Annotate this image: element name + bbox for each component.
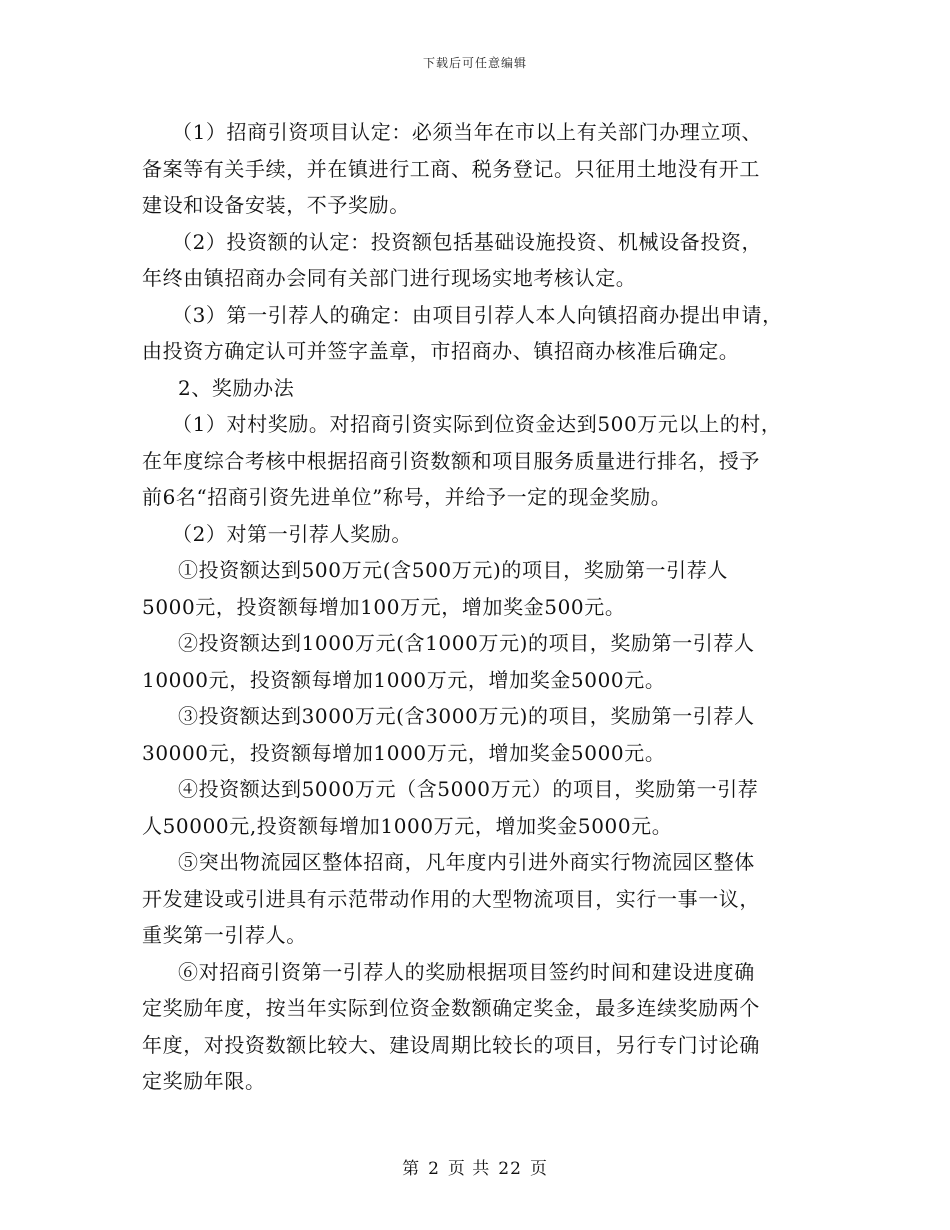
text-line: 重奖第一引荐人。	[142, 923, 307, 947]
text-line: 人50000元,投资额每增加1000万元，增加奖金5000元。	[142, 813, 673, 838]
text-line: （3）第一引荐人的确定：由项目引荐人本人向镇招商办提出申请，	[172, 302, 783, 327]
text-line: 前6名“招商引资先进单位”称号，并给予一定的现金奖励。	[142, 485, 672, 509]
footer-suffix: 页	[529, 1159, 548, 1179]
text-line: 备案等有关手续，并在镇进行工商、税务登记。只征用土地没有开工	[142, 156, 760, 181]
total-pages: 22	[498, 1159, 522, 1179]
document-body	[142, 114, 822, 1100]
text-line: 年度，对投资数额比较大、建设周期比较长的项目，另行专门讨论确	[142, 1032, 760, 1057]
section-heading: 2、奖励办法	[178, 375, 295, 400]
text-line: （2）投资额的认定：投资额包括基础设施投资、机械设备投资，	[172, 229, 763, 254]
text-line: 定奖励年限。	[142, 1069, 266, 1093]
text-line: 由投资方确定认可并签字盖章，市招商办、镇招商办核准后确定。	[142, 339, 740, 363]
text-line: ②投资额达到1000万元(含1000万元)的项目，奖励第一引荐人	[178, 631, 755, 655]
text-line: ③投资额达到3000万元(含3000万元)的项目，奖励第一引荐人	[178, 704, 755, 728]
text-line: ④投资额达到5000万元（含5000万元）的项目，奖励第一引荐	[178, 777, 759, 801]
page-footer	[0, 1154, 950, 1179]
text-line: ⑥对招商引资第一引荐人的奖励根据项目签约时间和建设进度确	[178, 959, 755, 984]
text-line: ①投资额达到500万元(含500万元)的项目，奖励第一引荐人	[178, 558, 728, 582]
text-line: 开发建设或引进具有示范带动作用的大型物流项目，实行一事一议，	[142, 886, 760, 911]
text-line: 年终由镇招商办会同有关部门进行现场实地考核认定。	[142, 266, 637, 290]
text-line: 在年度综合考核中根据招商引资数额和项目服务质量进行排名，授予	[142, 448, 760, 473]
text-line: ⑤突出物流园区整体招商，凡年度内引进外商实行物流园区整体	[178, 850, 755, 874]
footer-prefix: 第	[402, 1159, 421, 1179]
text-line: 建设和设备安装，不予奖励。	[142, 193, 410, 217]
text-line: （1）对村奖励。对招商引资实际到位资金达到500万元以上的村，	[172, 412, 782, 436]
text-line: （2）对第一引荐人奖励。	[172, 521, 412, 546]
page-header: 下载后可任意编辑	[422, 56, 527, 70]
text-line: 定奖励年度，按当年实际到位资金数额确定奖金，最多连续奖励两个	[142, 996, 760, 1020]
text-line: （1）招商引资项目认定：必须当年在市以上有关部门办理立项、	[172, 120, 763, 144]
text-line: 30000元，投资额每增加1000万元，增加奖金5000元。	[142, 740, 666, 765]
page-number: 2	[428, 1159, 440, 1179]
text-line: 10000元，投资额每增加1000万元，增加奖金5000元。	[142, 667, 666, 692]
footer-middle: 页 共	[447, 1159, 491, 1179]
text-line: 5000元，投资额每增加100万元，增加奖金500元。	[142, 594, 626, 619]
